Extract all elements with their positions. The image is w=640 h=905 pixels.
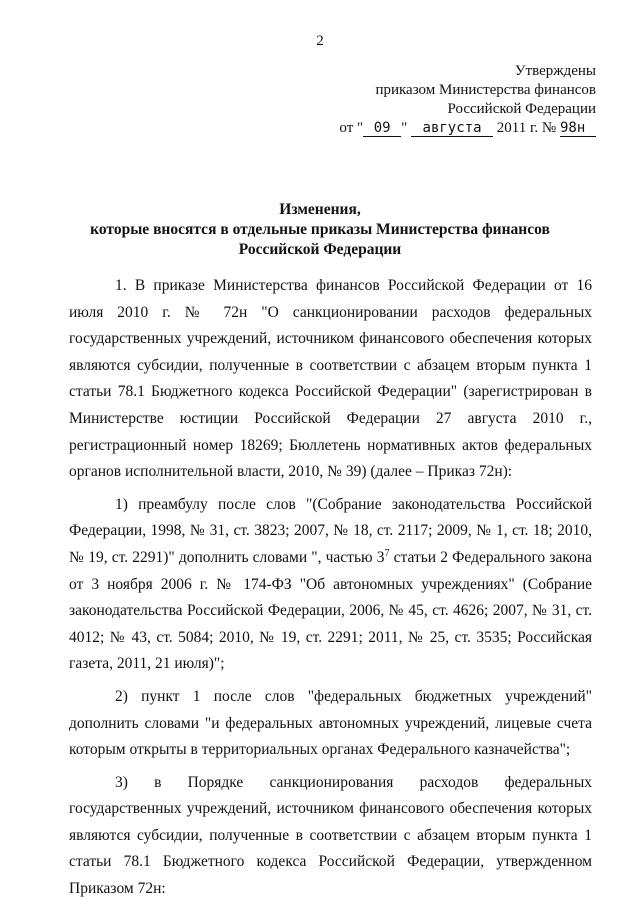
paragraph-1: 1. В приказе Министерства финансов Российской Федерации от 16 июля 2010 г. № 72н "О санкционировании расходов федеральных государственных учреждений, источником финансового обеспечения которых являются субсидии, полученные в соответствии с абзацем вторым пункта 1 статьи 78.1 Бюджетного кодекса Российской Федерации" (зарегистрирован в Министерстве юстиции Российской Федерации 27 августа 2010 г., регистрационный номер 18269; Бюллетень нормативных актов федеральных органов исполнительной власти, 2010, № 39) (далее – Приказ 72н): bbox=[69, 277, 592, 481]
approval-line-1: Утверждены bbox=[514, 63, 596, 79]
title-line-1: Изменения, bbox=[279, 201, 361, 218]
page-number: 2 bbox=[316, 33, 324, 49]
item-1 bbox=[69, 492, 592, 678]
approval-line-2: приказом Министерства финансов bbox=[375, 82, 596, 98]
quote-close: " bbox=[401, 120, 408, 136]
item-1-superscript: 7 bbox=[384, 547, 390, 559]
handwritten-day: 09 bbox=[363, 121, 401, 137]
item-1-text-b: статьи 2 Федерального закона от 3 ноября 2006 г. № 174-ФЗ "Об автономных учреждениях" (Собрание законодательства Российской Федерации, 2006, № 45, ст. 4626; 2007, № 31, ст. 4012; № 43, ст. 5084; 2010, № 19, ст. 2291; 2011, № 25, ст. 3535; Российская газета, 2011, 21 июля)"; bbox=[69, 548, 592, 673]
approval-line-3: Российской Федерации bbox=[447, 101, 596, 117]
document-body bbox=[69, 273, 592, 903]
date-prefix: от bbox=[339, 120, 354, 136]
handwritten-month: августа bbox=[411, 121, 493, 137]
handwritten-order-number: 98н bbox=[560, 121, 596, 137]
item-1-text-a: 1) преамбулу после слов "(Собрание законодательства Российской Федерации, 1998, № 31, ст. 3823; 2007, № 18, ст. 2117; 2009, № 1, ст. 18; 2010, № 19, ст. 2291)" дополнить словами ", частью 3 bbox=[69, 495, 592, 566]
approval-block bbox=[339, 62, 596, 138]
year-text: 2011 г. № bbox=[496, 120, 557, 136]
item-3: 3) в Порядке санкционирования расходов федеральных государственных учреждений, источником финансового обеспечения которых являются субсидии, полученные в соответствии с абзацем вторым пункта 1 статьи 78.1 Бюджетного кодекса Российской Федерации, утвержденном Приказом 72н: bbox=[69, 773, 592, 898]
quote-open: " bbox=[357, 120, 364, 136]
item-2: 2) пункт 1 после слов "федеральных бюджетных учреждений" дополнить словами "и федеральных автономных учреждений, лицевые счета которым открыты в территориальных органах Федерального казначейства"; bbox=[69, 687, 592, 759]
approval-date-line bbox=[339, 119, 596, 138]
document-title bbox=[0, 200, 640, 260]
title-line-2: которые вносятся в отдельные приказы Министерства финансов bbox=[90, 221, 550, 238]
title-line-3: Российской Федерации bbox=[238, 241, 402, 258]
